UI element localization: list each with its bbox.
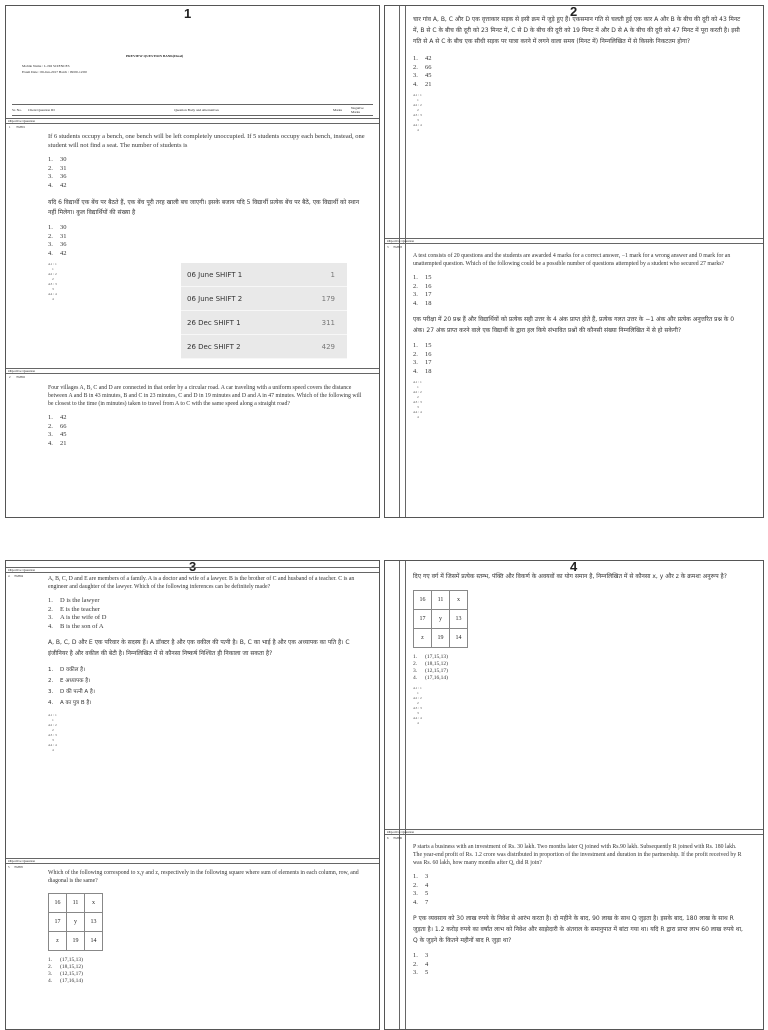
section-label: Objective Question bbox=[385, 829, 763, 835]
page-3 bbox=[5, 560, 380, 1030]
q4-sno: 4 bbox=[8, 574, 10, 578]
q3-answer-keys: A1 : 1 1 A2 : 2 2 A3 : 3 3 A4 : 4 4 bbox=[413, 380, 422, 419]
q2-hindi-options: 1. 42 2. 66 3. 45 4. 21 bbox=[413, 55, 432, 88]
question-3 bbox=[413, 252, 743, 420]
q1-hindi-options: 1. 30 2. 31 3. 36 4. 42 bbox=[48, 224, 67, 257]
exam-date: Exam Date : 06-Jun-2017 Batch : 09:00-12:00 bbox=[22, 70, 87, 74]
q5-hindi-text: दिए गए वर्ग में जिसमें प्रत्येक स्तम्भ, पंक्ति और विकर्ण के अवयवों का योग समान है, निम्नलिखित में से कौनसा x, y और z के क्रमशः अनुरूप है? bbox=[413, 573, 727, 580]
col-marks: Marks bbox=[333, 108, 342, 112]
q6-sno: 6 bbox=[387, 836, 389, 840]
q1-answer-keys: A1 : 1 1 A2 : 2 2 A3 : 3 3 A4 : 4 4 bbox=[48, 262, 57, 301]
table-header bbox=[12, 104, 373, 116]
page-1 bbox=[5, 5, 380, 518]
q4-answer-keys: A1 : 1 1 A2 : 2 2 A3 : 3 3 A4 : 4 4 bbox=[48, 713, 57, 752]
q3-id: 702803 bbox=[393, 245, 402, 249]
q2-english-options: 1. 42 2. 66 3. 45 4. 21 bbox=[48, 414, 67, 447]
q1-id: 702801 bbox=[16, 125, 25, 129]
page-number: 4 bbox=[570, 560, 578, 574]
q5-answer-keys: A1 : 1 1 A2 : 2 2 A3 : 3 3 A4 : 4 4 bbox=[413, 686, 422, 725]
q3-hindi-options: 1. 15 2. 16 3. 17 4. 18 bbox=[413, 342, 432, 375]
col-sno: Sr. No. bbox=[12, 108, 22, 112]
q3-hindi-text: एक परीक्षा में 20 प्रश्न हैं और विद्यार्थियों को प्रत्येक सही उत्तर के 4 अंक प्राप्त होते हैं, प्रत्येक गलत उत्तर के −1 अंक और प्रत्येक अनुत्तरित प्रश्न के 0 अंक। 27 अंक प्राप्त करने वाले एक विद्यार्थी के द्वारा हल किये संभावित प्रश्नों की कौनसी संख्या निम्नलिखित में से हो सकेगी? bbox=[413, 316, 735, 334]
q5-english-options: 1. (17,15,13) 2. (18,15,12) 3. (12,15,17) 4. (17,16,14) bbox=[48, 957, 83, 984]
shift-row: 26 Dec SHIFT 2 429 bbox=[181, 335, 347, 359]
q6-hindi-text: P एक व्यवसाय को 30 लाख रुपये के निवेश से आरंभ करता है। दो महीने के बाद, 90 लाख के साथ Q जुड़ता है। इसके बाद, 180 लाख के साथ R जुड़ता है। 1.2 करोड़ रुपये का वर्षांत लाभ को निवेश और साझेदारी के अंतराल के समानुपात में बांटा गया था। यदि R द्वारा प्राप्त लाभ 60 लाख रुपये था, Q के जुड़ने के कितने महीनों बाद R जुड़ा था? bbox=[413, 915, 743, 944]
q6-hindi-options: 1. 3 2. 4 3. 5 bbox=[413, 952, 429, 976]
q1-english-text: If 6 students occupy a bench, one bench will be left completely unoccupied. If 5 students occupy each bench, instead, one student will not find a seat. The number of students is bbox=[48, 133, 365, 149]
section-label: Objective Question bbox=[6, 858, 379, 864]
page-number: 3 bbox=[189, 560, 197, 574]
bank-title: PREVIEW QUESTION BANK(Final) bbox=[126, 54, 184, 58]
q4-hindi-options: 1. D वकील है। 2. E अध्यापक है। 3. D की पत्नी A है। 4. A का पुत्र B है। bbox=[48, 667, 95, 706]
q5-id: 702805 bbox=[14, 865, 23, 869]
question-2 bbox=[48, 384, 366, 448]
question-5 bbox=[48, 869, 366, 985]
page-4 bbox=[384, 560, 764, 1030]
section-label: Objective Question bbox=[6, 567, 379, 573]
question-2-hindi bbox=[413, 14, 743, 133]
q2-sno: 2 bbox=[9, 375, 11, 379]
q1-sno: 1 bbox=[9, 125, 11, 129]
col-client-id: Client Question ID bbox=[28, 108, 55, 112]
q1-hindi-text: यदि 6 विद्यार्थी एक बेंच पर बैठते हैं, एक बेंच पूरी तरह खाली बच जाएगी। इसके बजाय यदि 5 विद्यार्थी प्रत्येक बेंच पर बैठें, एक विद्यार्थी को स्थान नहीं मिलेगा। कुल विद्यार्थियों की संख्या है bbox=[48, 199, 360, 216]
page-number: 2 bbox=[570, 5, 578, 19]
col-body: Question Body and Alternatives bbox=[174, 108, 219, 112]
shift-table bbox=[181, 263, 347, 359]
q6-english-options: 1. 3 2. 4 3. 5 4. 7 bbox=[413, 873, 429, 906]
q4-hindi-text: A, B, C, D और E एक परिवार के सदस्य हैं। A डॉक्टर है और एक वकील की पत्नी है। B, C का भाई है और एक अध्यापक का पति है। C इंजीनियर है और वकील की बेटी है। निम्नलिखित में से कौनसा निष्कर्ष निश्चित ही निकाला जा सकता है? bbox=[48, 639, 350, 657]
q2-id: 702802 bbox=[16, 375, 25, 379]
section-label: Objective Question bbox=[6, 118, 379, 124]
q6-id: 702806 bbox=[393, 836, 402, 840]
shift-row: 06 June SHIFT 2 179 bbox=[181, 287, 347, 311]
q3-sno: 3 bbox=[387, 245, 389, 249]
section-label: Objective Question bbox=[6, 368, 379, 374]
col-negative: Negative Marks bbox=[351, 106, 364, 114]
q2-answer-keys: A1 : 1 1 A2 : 2 2 A3 : 3 3 A4 : 4 4 bbox=[413, 93, 422, 132]
q3-english-text: A test consists of 20 questions and the students are awarded 4 marks for a correct answer, −1 mark for a wrong answer and 0 mark for an unattempted question. Which of the following could be a possible number of questions attempted by a student who secured 27 marks? bbox=[413, 253, 731, 267]
q5-english-text: Which of the following correspond to x,y and z, respectively in the following square where sum of elements in each column, row, and diagonal is the same? bbox=[48, 870, 359, 884]
magic-square-grid: 16 11 x 17 y 13 z 19 14 bbox=[48, 893, 103, 951]
magic-square-grid: 16 11 x 17 y 13 z 19 14 bbox=[413, 590, 468, 648]
q2-hindi-text: चार गांव A, B, C और D एक वृत्ताकार सड़क से इसी क्रम में जुड़े हुए हैं। एकसमान गति से चलती हुई एक कार A और B के बीच की दूरी को 43 मिनट में, B से C के बीच की दूरी को 23 मिनट में, C से D के बीच की दूरी को 19 मिनट में और D से A के बीच की दूरी को 47 मिनट में पूरा करती है। इसी गति से A से C के बीच एक सीधी सड़क पर यात्रा करने में लगने वाला समय (मिनट में) निम्नलिखित में से किसके निकटतम होगा? bbox=[413, 16, 741, 45]
shift-row: 06 June SHIFT 1 1 bbox=[181, 263, 347, 287]
page-2 bbox=[384, 5, 764, 518]
question-5-hindi bbox=[413, 571, 743, 726]
q4-english-options: 1. D is the lawyer 2. E is the teacher 3. A is the wife of D 4. B is the son of A bbox=[48, 597, 107, 630]
q6-english-text: P starts a business with an investment of Rs. 30 lakh. Two months later Q joined with Rs.90 lakh. Subsequently R joined with Rs. 180 lakh. The year-end profit of Rs. 1.2 crore was distributed in proportion of the investment and duration in the partnership. If the profit received by R was Rs. 60 lakh, how many months after Q, did R join? bbox=[413, 844, 742, 866]
mobile-name: Mobile Name : L.JIO SCIENCES bbox=[22, 64, 70, 68]
question-4 bbox=[48, 575, 366, 753]
q1-english-options: 1. 30 2. 31 3. 36 4. 42 bbox=[48, 156, 67, 189]
q3-english-options: 1. 15 2. 16 3. 17 4. 18 bbox=[413, 274, 432, 307]
q4-english-text: A, B, C, D and E are members of a family. A is a doctor and wife of a lawyer. B is the brother of C and husband of a teacher. C is an engineer and daughter of the lawyer. Which of the following inferences can be definitely made? bbox=[48, 576, 355, 590]
page-number: 1 bbox=[184, 6, 192, 21]
shift-row: 26 Dec SHIFT 1 311 bbox=[181, 311, 347, 335]
q4-id: 702804 bbox=[14, 574, 23, 578]
q5-sno: 5 bbox=[8, 865, 10, 869]
question-6 bbox=[413, 843, 743, 978]
q2-english-text: Four villages A, B, C and D are connected in that order by a circular road. A car traveling with a uniform speed covers the distance between A and B in 43 minutes, B and C in 23 minutes, C and D in 19 minutes and D and A in 47 minutes. Which of the following will be closest to the time (in minutes) taken to travel from A to C with the same speed along a straight road? bbox=[48, 385, 362, 407]
section-label: Objective Question bbox=[385, 238, 763, 244]
q5-hindi-options: 1. (17,15,13) 2. (18,15,12) 3. (12,15,17) 4. (17,16,14) bbox=[413, 654, 448, 681]
